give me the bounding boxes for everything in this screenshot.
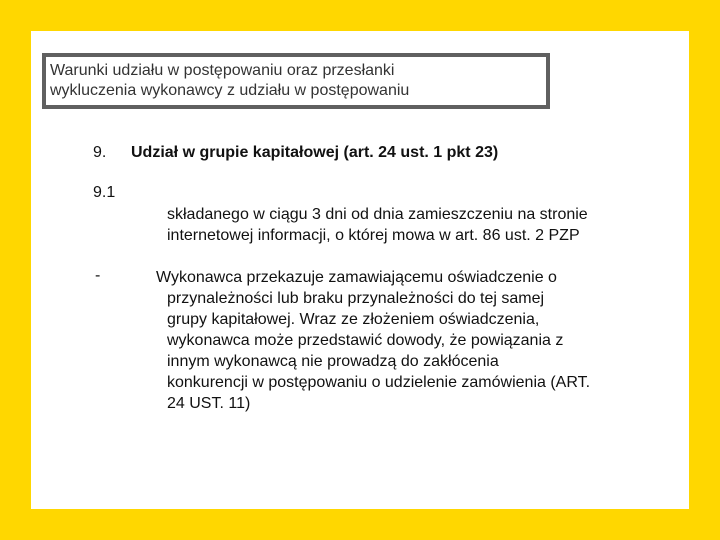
slide-page xyxy=(31,31,689,509)
section-number: 9. xyxy=(93,144,107,161)
subsection-number: 9.1 xyxy=(93,184,116,201)
title-line-2: wykluczenia wykonawcy z udziału w postępowaniu xyxy=(50,82,410,99)
subsection-line-2: internetowej informacji, o której mowa w art. 86 ust. 2 PZP xyxy=(167,227,580,244)
bullet-line-7: 24 UST. 11) xyxy=(167,395,251,412)
title-box xyxy=(42,53,550,109)
subsection-line-1: składanego w ciągu 3 dni od dnia zamieszczeniu na stronie xyxy=(167,206,588,223)
bullet-line-4: wykonawca może przedstawić dowody, że powiązania z xyxy=(167,332,564,349)
bullet-line-2: przynależności lub braku przynależności do tej samej xyxy=(167,290,545,307)
bullet-line-6: konkurencji w postępowaniu o udzielenie zamówienia (ART. xyxy=(167,374,591,391)
title-line-1: Warunki udziału w postępowaniu oraz przesłanki xyxy=(50,62,395,79)
section-heading: Udział w grupie kapitałowej (art. 24 ust. 1 pkt 23) xyxy=(131,144,499,161)
bullet-text xyxy=(167,288,590,414)
bullet-first-line: Wykonawca przekazuje zamawiającemu oświadczenie o xyxy=(156,269,557,286)
bullet-line-3: grupy kapitałowej. Wraz ze złożeniem oświadczenia, xyxy=(167,311,540,328)
subsection-text xyxy=(167,204,588,246)
bullet-line-5: innym wykonawcą nie prowadzą do zakłócenia xyxy=(167,353,499,370)
bullet-marker: - xyxy=(95,267,101,284)
